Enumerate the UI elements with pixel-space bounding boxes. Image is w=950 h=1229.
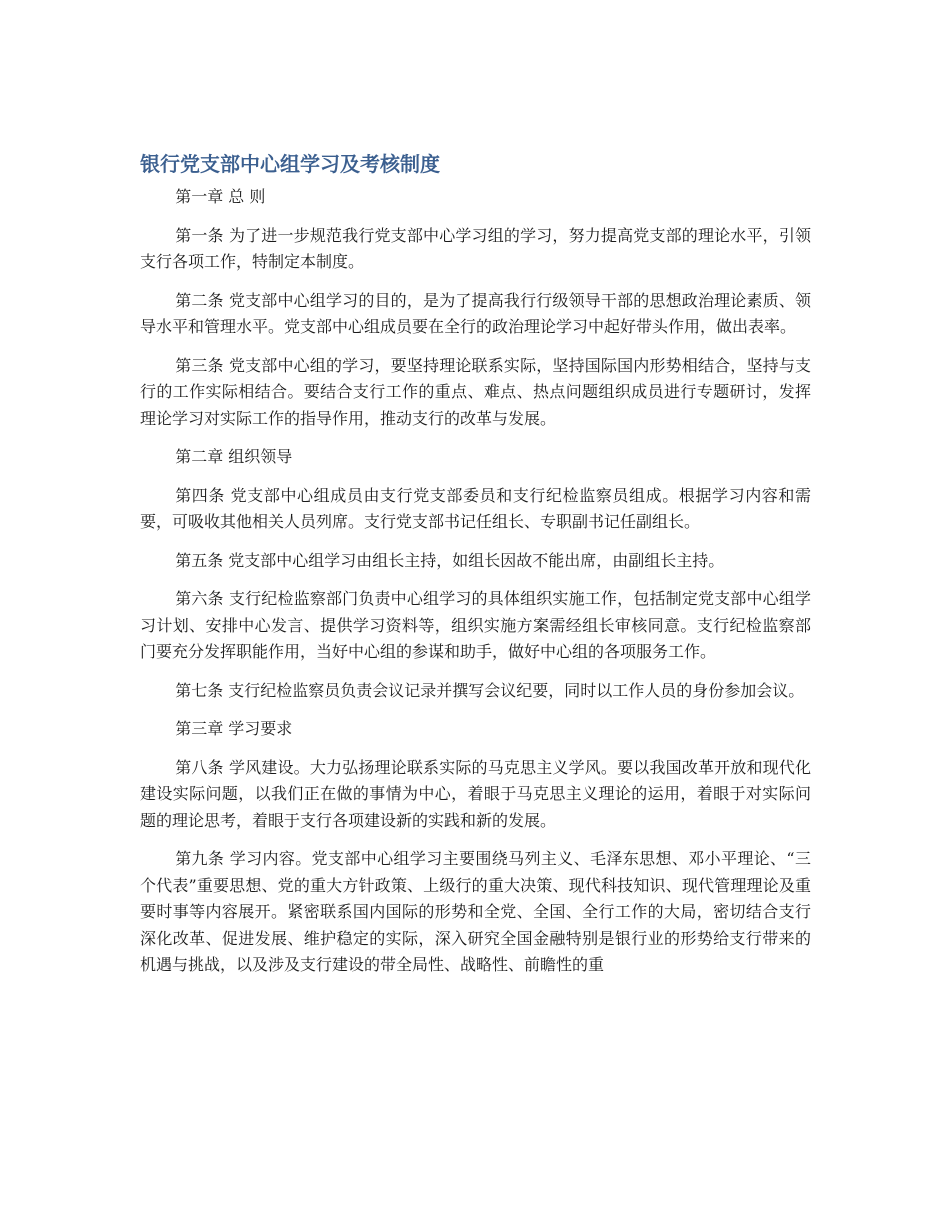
chapter-1-heading: 第一章 总 则	[175, 187, 266, 206]
article-9: 第九条 学习内容。党支部中心组学习主要围绕马列主义、毛泽东思想、邓小平理论、“三个代表”重要思想、党的重大方针政策、上级行的重大决策、现代科技知识、现代管理理论及重要时事等内容展开。紧密联系国内国际的形势和全党、全国、全行工作的大局，密切结合支行深化改革、促进发展、维护稳定的实际，深入研究全国金融特别是银行业的形势给支行带来的机遇与挑战，以及涉及支行建设的带全局性、战略性、前瞻性的重	[140, 849, 811, 974]
article-1: 第一条 为了进一步规范我行党支部中心学习组的学习，努力提高党支部的理论水平，引领支行各项工作，特制定本制度。	[140, 225, 811, 271]
article-3: 第三条 党支部中心组的学习，要坚持理论联系实际，坚持国际国内形势相结合，坚持与支行的工作实际相结合。要结合支行工作的重点、难点、热点问题组织成员进行专题研讨，发挥理论学习对实际工作的指导作用，推动支行的改革与发展。	[140, 355, 811, 428]
article-7: 第七条 支行纪检监察员负责会议记录并撰写会议纪要，同时以工作人员的身份参加会议。	[175, 680, 805, 700]
document-title: 银行党支部中心组学习及考核制度	[140, 152, 440, 176]
article-4: 第四条 党支部中心组成员由支行党支部委员和支行纪检监察员组成。根据学习内容和需要，可吸收其他相关人员列席。支行党支部书记任组长、专职副书记任副组长。	[140, 485, 811, 531]
chapter-2-heading: 第二章 组织领导	[175, 447, 293, 466]
article-2: 第二条 党支部中心组学习的目的，是为了提高我行行级领导干部的思想政治理论素质、领导水平和管理水平。党支部中心组成员要在全行的政治理论学习中起好带头作用，做出表率。	[140, 290, 811, 336]
article-8: 第八条 学风建设。大力弘扬理论联系实际的马克思主义学风。要以我国改革开放和现代化建设实际问题，以我们正在做的事情为中心，着眼于马克思主义理论的运用，着眼于对实际问题的理论思考，着眼于支行各项建设新的实践和新的发展。	[140, 757, 811, 830]
document-page	[140, 150, 811, 991]
article-6: 第六条 支行纪检监察部门负责中心组学习的具体组织实施工作，包括制定党支部中心组学习计划、安排中心发言、提供学习资料等，组织实施方案需经组长审核同意。支行纪检监察部门要充分发挥职能作用，当好中心组的参谋和助手，做好中心组的各项服务工作。	[140, 589, 811, 661]
chapter-3-heading: 第三章 学习要求	[175, 719, 293, 738]
article-5: 第五条 党支部中心组学习由组长主持，如组长因故不能出席，由副组长主持。	[175, 550, 725, 570]
